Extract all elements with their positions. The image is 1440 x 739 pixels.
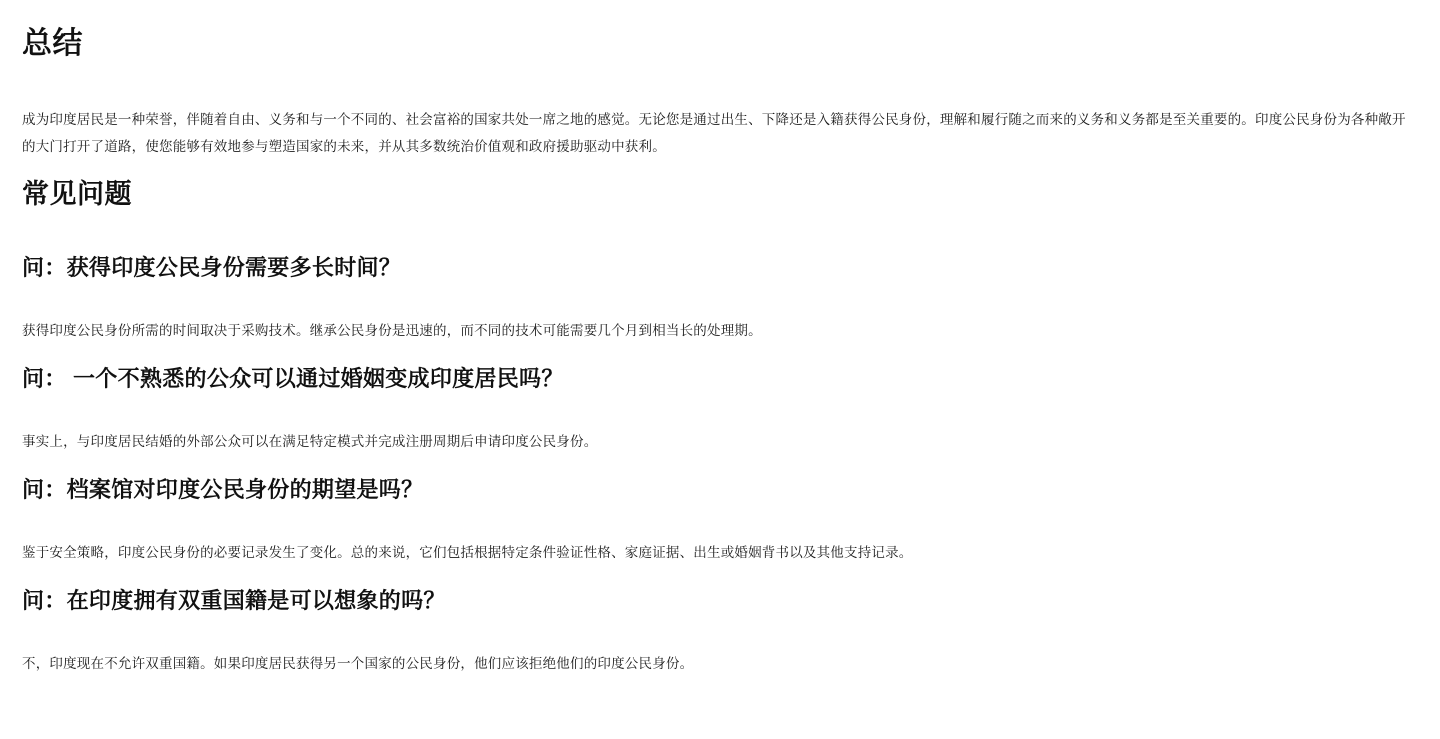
spacer xyxy=(22,343,1418,365)
faq-heading: 常见问题 xyxy=(22,179,132,209)
faq-answer: 事实上，与印度居民结婚的外部公众可以在满足特定模式并完成注册周期后申请印度公民身份。 xyxy=(22,433,598,449)
spacer xyxy=(22,62,1418,106)
spacer xyxy=(22,565,1418,587)
spacer xyxy=(22,210,1418,254)
faq-question: 问： 一个不熟悉的公众可以通过婚姻变成印度居民吗？ xyxy=(22,366,564,392)
spacer xyxy=(22,283,1418,319)
spacer xyxy=(22,505,1418,541)
faq-question: 问：档案馆对印度公民身份的期望是吗？ xyxy=(22,477,424,503)
faq-question: 问：获得印度公民身份需要多长时间？ xyxy=(22,255,402,281)
faq-item xyxy=(22,587,1418,676)
spacer xyxy=(22,616,1418,652)
faq-answer: 不，印度现在不允许双重国籍。如果印度居民获得另一个国家的公民身份，他们应该拒绝他们的印度公民身份。 xyxy=(22,655,694,671)
faq-item xyxy=(22,476,1418,565)
faq-item xyxy=(22,254,1418,343)
faq-question: 问：在印度拥有双重国籍是可以想象的吗？ xyxy=(22,588,446,614)
spacer xyxy=(22,394,1418,430)
summary-heading: 总结 xyxy=(22,27,83,60)
faq-answer: 鉴于安全策略，印度公民身份的必要记录发生了变化。总的来说，它们包括根据特定条件验证性格、家庭证据、出生或婚姻背书以及其他支持记录。 xyxy=(22,544,913,560)
summary-paragraph: 成为印度居民是一种荣誉，伴随着自由、义务和与一个不同的、社会富裕的国家共处一席之地的感觉。无论您是通过出生、下降还是入籍获得公民身份，理解和履行随之而来的义务和义务都是至关重要的。印度公民身份为各种敞开的大门打开了道路，使您能够有效地参与塑造国家的未来，并从其多数统治价值观和政府援助驱动中获利。 xyxy=(22,112,1406,154)
spacer xyxy=(22,454,1418,476)
faq-answer: 获得印度公民身份所需的时间取决于采购技术。继承公民身份是迅速的，而不同的技术可能需要几个月到相当长的处理期。 xyxy=(22,322,762,338)
spacer xyxy=(22,160,1418,178)
faq-item xyxy=(22,365,1418,454)
